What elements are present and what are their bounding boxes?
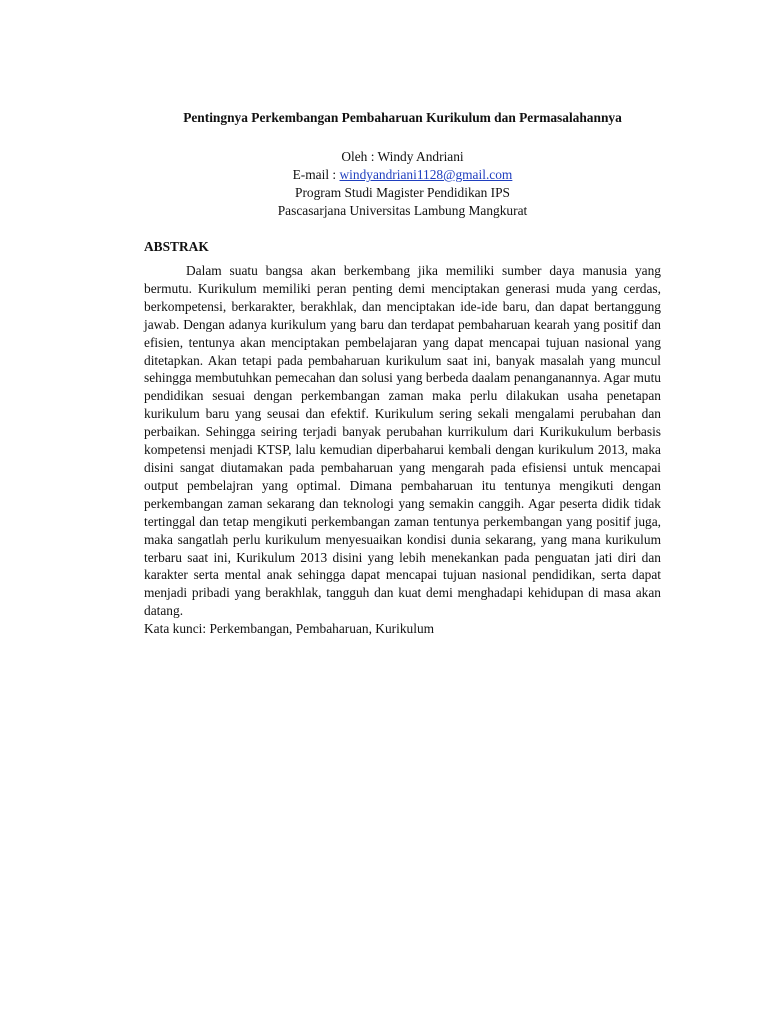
email-link[interactable]: windyandriani1128@gmail.com — [339, 167, 513, 182]
document-title: Pentingnya Perkembangan Pembaharuan Kurikulum dan Permasalahannya — [183, 110, 622, 125]
email-line — [144, 166, 661, 184]
author-line: Oleh : Windy Andriani — [341, 149, 464, 164]
author-block — [144, 148, 661, 220]
abstract-heading: ABSTRAK — [144, 239, 209, 254]
program-line: Program Studi Magister Pendidikan IPS — [295, 185, 510, 200]
email-label: E-mail : — [292, 167, 340, 182]
document-content — [144, 108, 661, 638]
university-line: Pascasarjana Universitas Lambung Mangkurat — [277, 203, 528, 218]
abstract-body: Dalam suatu bangsa akan berkembang jika memiliki sumber daya manusia yang bermutu. Kurikulum memiliki peran penting demi menciptakan generasi muda yang cerdas, berkompetensi, berkarakter, berakhlak, dan menciptakan ide-ide baru, dan dapat bertanggung jawab. Dengan adanya kurikulum yang baru dan terdapat pembaharuan kearah yang positif dan efisien, tentunya akan menciptakan pembelajaran yang dapat mencapai tujuan nasional yang ditetapkan. Akan tetapi pada pembaharuan kurikulum saat ini, banyak masalah yang muncul sehingga membutuhkan pemecahan dan solusi yang berbeda daalam penanganannya. Agar mutu pendidikan sesuai dengan perkembangan zaman maka perlu dilakukan usaha penetapan kurikulum baru yang seusai dan efektif. Kurikulum sering sekali mengalami perubahan dan perbaikan. Sehingga seiring terjadi banyak perubahan kurrikulum dari Kurikukulum berbasis kompetensi menjadi KTSP, lalu kemudian diperbaharui kembali dengan kurikulum 2013, maka disini sangat diutamakan pada pembaharuan yang mengarah pada efisiensi untuk mencapai output pembelajran yang optimal. Dimana pembaharuan itu tentunya mengikuti dengan perkembangan zaman sekarang dan teknologi yang semakin canggih. Agar peserta didik tidak tertinggal dan tetap mengikuti perkembangan zaman tentunya perkembangan yang positif juga, maka sangatlah perlu kurikulum menyesuaikan kondisi dunia sekarang, yang mana kurikulum terbaru saat ini, Kurikulum 2013 disini yang lebih menekankan pada penguatan jati diri dan karakter serta mental anak sehingga dapat mencapai tujuan nasional pendidikan, serta dapat menjadi pribadi yang berakhlak, tangguh dan kuat demi menghadapi kehidupan di masa akan datang. — [144, 263, 661, 619]
keywords-line: Kata kunci: Perkembangan, Pembaharuan, Kurikulum — [144, 621, 435, 637]
